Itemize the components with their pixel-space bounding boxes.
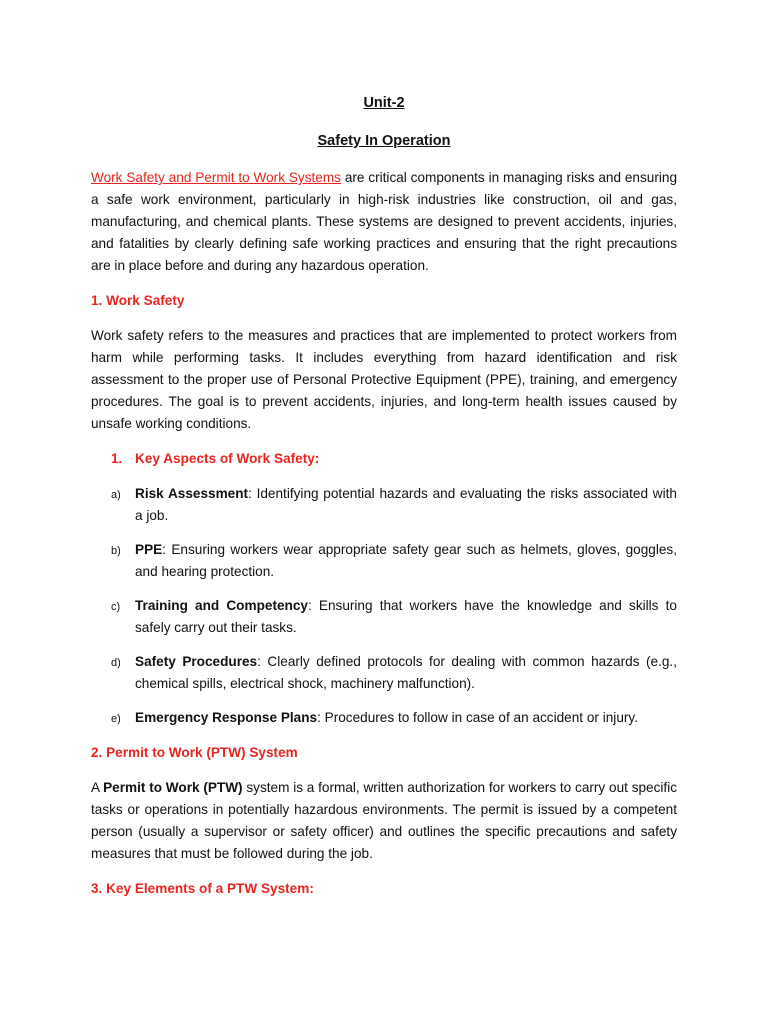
list-desc: : Ensuring workers wear appropriate safety gear such as helmets, gloves, goggles, and hearing protection. bbox=[135, 542, 677, 579]
list-item bbox=[91, 651, 677, 695]
list-item bbox=[91, 483, 677, 527]
list-term: Risk Assessment bbox=[135, 486, 249, 501]
list-letter: e) bbox=[111, 713, 121, 725]
list-item bbox=[91, 539, 677, 583]
intro-paragraph bbox=[91, 167, 677, 277]
section-heading-work-safety: 1. Work Safety bbox=[91, 293, 185, 308]
work-safety-paragraph: Work safety refers to the measures and practices that are implemented to protect workers from harm while performing tasks. It includes everything from hazard identification and risk assessment to the proper use of Personal Protective Equipment (PPE), training, and emergency procedures. The goal is to prevent accidents, injuries, and long-term health issues caused by unsafe working conditions. bbox=[91, 328, 677, 431]
document-title: Safety In Operation bbox=[317, 133, 451, 149]
list-letter: c) bbox=[111, 601, 121, 613]
key-aspects-heading bbox=[91, 448, 677, 470]
section-heading-ptw: 2. Permit to Work (PTW) System bbox=[91, 745, 298, 760]
intro-text: are critical components in managing risks and ensuring a safe work environment, particularly in high-risk industries like construction, oil and gas, manufacturing, and chemical plants. These systems are designed to prevent accidents, injuries, and fatalities by clearly defining safe working practices and ensuring that the right precautions are in place before and during any hazardous operation. bbox=[91, 170, 678, 273]
list-desc: : Identifying potential hazards and evaluating the risks associated with a job. bbox=[135, 486, 677, 523]
section-heading-ptw-elements: 3. Key Elements of a PTW System: bbox=[91, 881, 314, 896]
list-letter: a) bbox=[111, 489, 121, 501]
list-letter: d) bbox=[111, 657, 121, 669]
list-term: PPE bbox=[135, 542, 163, 557]
key-aspects-label: Key Aspects of Work Safety: bbox=[135, 451, 320, 466]
list-item bbox=[91, 707, 677, 730]
key-aspects-number: 1. bbox=[111, 451, 123, 466]
list-letter: b) bbox=[111, 545, 121, 557]
list-term: Emergency Response Plans bbox=[135, 710, 318, 725]
document-page bbox=[91, 92, 677, 913]
ptw-term: Permit to Work (PTW) bbox=[103, 780, 243, 795]
ptw-paragraph: A Permit to Work (PTW) system is a formal, written authorization for workers to carry out specific tasks or operations in potentially hazardous environments. The permit is issued by a competent person (usually a supervisor or safety officer) and outlines the specific precautions and safety measures that must be followed during the job. bbox=[91, 780, 678, 861]
unit-title: Unit-2 bbox=[363, 95, 405, 111]
list-desc: : Ensuring that workers have the knowledge and skills to safely carry out their tasks. bbox=[135, 598, 677, 635]
list-item bbox=[91, 595, 677, 639]
list-desc: : Clearly defined protocols for dealing with common hazards (e.g., chemical spills, electrical shock, machinery malfunction). bbox=[135, 654, 677, 691]
key-aspects-list bbox=[91, 483, 677, 730]
list-desc: : Procedures to follow in case of an accident or injury. bbox=[317, 710, 638, 725]
list-term: Safety Procedures bbox=[135, 654, 258, 669]
list-term: Training and Competency bbox=[135, 598, 308, 613]
intro-highlight: Work Safety and Permit to Work Systems bbox=[91, 170, 341, 185]
